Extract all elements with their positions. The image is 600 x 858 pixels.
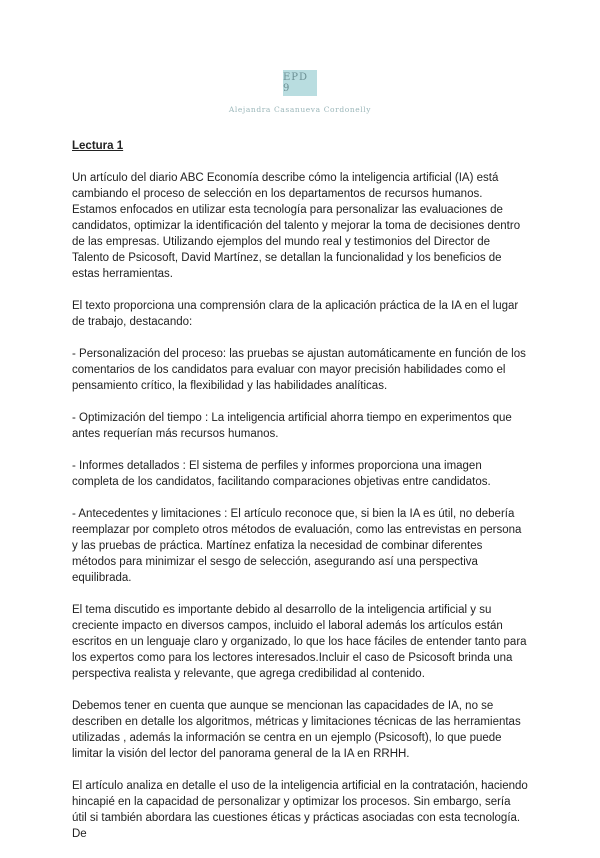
section-title: Lectura 1 bbox=[72, 140, 124, 152]
author-name: Alejandra Casanueva Cordonelly bbox=[228, 105, 372, 114]
epd-badge bbox=[283, 70, 317, 96]
paragraph: - Antecedentes y limitaciones : El artículo reconoce que, si bien la IA es útil, no debería reemplazar por completo otros métodos de evaluación, como las entrevistas en persona y las pruebas de práctica. Martínez enfatiza la necesidad de combinar diferentes métodos para minimizar el sesgo de selección, asegurando así una perspectiva equilibrada. bbox=[72, 508, 522, 584]
document-body bbox=[72, 138, 528, 858]
paragraph: Debemos tener en cuenta que aunque se mencionan las capacidades de IA, no se describen en detalle los algoritmos, métricas y limitaciones técnicas de las herramientas utilizadas , además la información se centra en un ejemplo (Psicosoft), lo que puede limitar la visión del lector del panorama general de la IA en RRHH. bbox=[72, 700, 521, 760]
paragraph: - Informes detallados : El sistema de perfiles y informes proporciona una imagen completa de los candidatos, facilitando comparaciones objetivas entre candidatos. bbox=[72, 460, 491, 488]
paragraph: Un artículo del diario ABC Economía describe cómo la inteligencia artificial (IA) está cambiando el proceso de selección en los departamentos de recursos humanos. Estamos enfocados en utilizar esta tecnología para personalizar las evaluaciones de candidatos, optimizar la identificación del talento y mejorar la toma de decisiones dentro de las empresas. Utilizando ejemplos del mundo real y testimonios del Director de Talento de Psicosoft, David Martínez, se detallan la funcionalidad y los beneficios de estas herramientas. bbox=[72, 172, 521, 280]
paragraph: El tema discutido es importante debido al desarrollo de la inteligencia artificial y su creciente impacto en diversos campos, incluido el laboral además los artículos están escritos en un lenguaje claro y organizado, lo que los hace fáciles de entender tanto para los expertos como para los lectores interesados.Incluir el caso de Psicosoft brinda una perspectiva realista y relevante, que agrega credibilidad al contenido. bbox=[72, 604, 527, 680]
document-header bbox=[0, 70, 600, 114]
paragraph: - Personalización del proceso: las pruebas se ajustan automáticamente en función de los comentarios de los candidatos para evaluar con mayor precisión habilidades como el pensamiento crítico, la flexibilidad y las habilidades analíticas. bbox=[72, 348, 526, 392]
paragraph: - Optimización del tiempo : La inteligencia artificial ahorra tiempo en experimentos que antes requerían más recursos humanos. bbox=[72, 412, 512, 440]
badge-label: EPD 9 bbox=[283, 72, 309, 94]
paragraph: El texto proporciona una comprensión clara de la aplicación práctica de la IA en el lugar de trabajo, destacando: bbox=[72, 300, 519, 328]
paragraph: El artículo analiza en detalle el uso de la inteligencia artificial en la contratación, haciendo hincapié en la capacidad de personalizar y optimizar los procesos. Sin embargo, sería útil si también abordara las cuestiones éticas y prácticas asociadas con esta tecnología. De bbox=[72, 780, 528, 840]
